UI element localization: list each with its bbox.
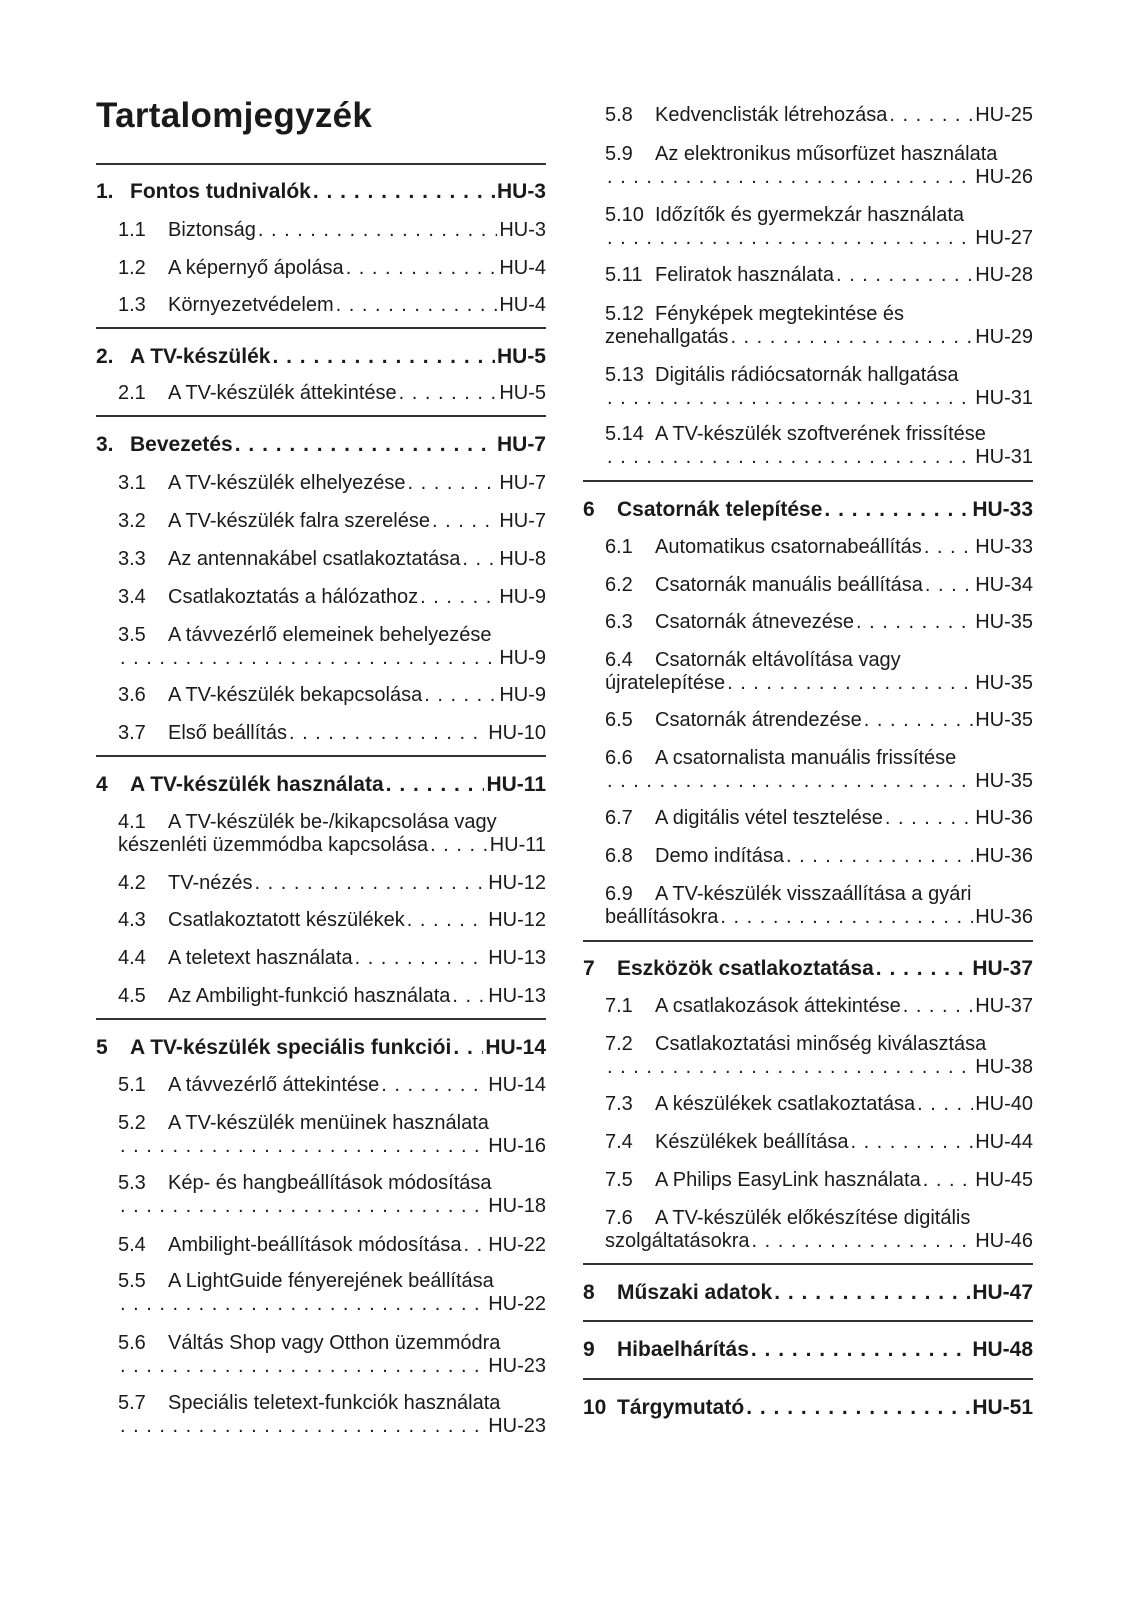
section-divider <box>583 1263 1033 1265</box>
dot-leader <box>824 498 970 521</box>
entry-number: 7.5 <box>605 1169 633 1191</box>
toc-section-entry[interactable] <box>583 423 1033 469</box>
page-reference: HU-31 <box>975 387 1033 409</box>
page-reference: HU-11 <box>486 773 546 796</box>
dot-leader <box>462 548 497 571</box>
page-reference: HU-38 <box>975 1056 1033 1078</box>
entry-title: A Philips EasyLink használata <box>655 1169 921 1191</box>
entry-number: 6.5 <box>605 709 633 731</box>
page-reference: HU-31 <box>975 446 1033 468</box>
entry-title: Fontos tudnivalók <box>130 180 311 203</box>
page-reference: HU-3 <box>496 180 546 203</box>
entry-number: 5.2 <box>118 1112 146 1134</box>
section-divider <box>583 940 1033 942</box>
entry-title: Kedvenclisták létrehozása <box>655 104 888 126</box>
section-divider <box>96 327 546 329</box>
dot-leader <box>452 985 486 1008</box>
entry-number: 5.14 <box>605 423 644 445</box>
dot-leader <box>752 1230 974 1253</box>
page-reference: HU-33 <box>975 536 1033 558</box>
dot-leader <box>856 611 973 634</box>
entry-title: Tárgymutató <box>617 1396 745 1419</box>
toc-section-entry[interactable] <box>96 586 546 609</box>
entry-number: 4.5 <box>118 985 146 1007</box>
entry-title: TV-nézés <box>168 872 253 894</box>
entry-number: 6.7 <box>605 807 633 829</box>
page-reference: HU-23 <box>488 1415 546 1437</box>
section-divider <box>583 1378 1033 1380</box>
page-reference: HU-9 <box>499 684 546 706</box>
entry-number: 9 <box>583 1338 595 1361</box>
section-divider <box>96 1018 546 1020</box>
toc-section-entry[interactable] <box>96 811 546 857</box>
entry-number: 5 <box>96 1036 108 1059</box>
entry-title: Váltás Shop vagy Otthon üzemmódra <box>168 1332 501 1354</box>
entry-title: Csatornák átrendezése <box>655 709 862 731</box>
section-divider <box>583 1320 1033 1322</box>
toc-section-entry[interactable] <box>96 1172 546 1218</box>
dot-leader <box>235 433 495 456</box>
page-reference: HU-12 <box>488 872 546 894</box>
entry-title: Eszközök csatlakoztatása <box>617 957 874 980</box>
toc-section-entry[interactable] <box>96 1234 546 1257</box>
dot-leader <box>408 472 498 495</box>
entry-title: A csatlakozások áttekintése <box>655 995 901 1017</box>
page-reference: HU-22 <box>488 1234 546 1256</box>
dot-leader <box>381 1074 486 1097</box>
dot-leader <box>876 957 971 980</box>
toc-chapter-entry[interactable] <box>96 180 546 203</box>
page-reference: HU-22 <box>488 1293 546 1315</box>
dot-leader <box>420 586 497 609</box>
entry-number: 3.3 <box>118 548 146 570</box>
page-reference: HU-14 <box>488 1074 546 1096</box>
entry-title: Az Ambilight-funkció használata <box>168 985 451 1007</box>
entry-title-continued: készenléti üzemmódba kapcsolása <box>118 834 429 856</box>
entry-number: 4.3 <box>118 909 146 931</box>
entry-title: A LightGuide fényerejének beállítása <box>168 1270 494 1292</box>
toc-section-entry[interactable] <box>583 1131 1033 1154</box>
section-divider <box>96 755 546 757</box>
entry-number: 2.1 <box>118 382 146 404</box>
toc-section-entry[interactable] <box>583 807 1033 830</box>
title-divider <box>96 163 546 165</box>
dot-leader <box>751 1338 970 1361</box>
dot-leader <box>836 264 973 287</box>
toc-section-entry[interactable] <box>583 264 1033 287</box>
page-reference: HU-4 <box>499 294 546 316</box>
page-reference: HU-3 <box>499 219 546 241</box>
entry-title: Csatornák telepítése <box>617 498 823 521</box>
dot-leader <box>720 906 973 929</box>
page-reference: HU-23 <box>488 1355 546 1377</box>
section-divider <box>96 415 546 417</box>
entry-number: 3. <box>96 433 114 456</box>
entry-title: A távvezérlő elemeinek behelyezése <box>168 624 492 646</box>
page-reference: HU-4 <box>499 257 546 279</box>
toc-section-entry[interactable] <box>583 1169 1033 1192</box>
page-reference: HU-10 <box>488 722 546 744</box>
dot-leader <box>120 1415 486 1438</box>
toc-section-entry[interactable] <box>583 1207 1033 1253</box>
dot-leader <box>289 722 486 745</box>
entry-number: 2. <box>96 345 114 368</box>
entry-number: 4.1 <box>118 811 146 833</box>
toc-section-entry[interactable] <box>96 1392 546 1438</box>
section-divider <box>583 480 1033 482</box>
dot-leader <box>924 536 973 559</box>
toc-chapter-entry[interactable] <box>96 345 546 368</box>
entry-title: A TV-készülék menüinek használata <box>168 1112 489 1134</box>
dot-leader <box>407 909 486 932</box>
entry-number: 7.4 <box>605 1131 633 1153</box>
toc-chapter-entry[interactable] <box>583 498 1033 521</box>
dot-leader <box>889 104 973 127</box>
toc-section-entry[interactable] <box>583 364 1033 410</box>
toc-section-entry[interactable] <box>96 1112 546 1158</box>
dot-leader <box>424 684 497 707</box>
page-reference: HU-13 <box>488 947 546 969</box>
entry-number: 10 <box>583 1396 607 1419</box>
entry-number: 3.2 <box>118 510 146 532</box>
dot-leader <box>432 510 497 533</box>
entry-number: 5.5 <box>118 1270 146 1292</box>
entry-number: 6 <box>583 498 595 521</box>
dot-leader <box>923 1169 973 1192</box>
dot-leader <box>258 219 497 242</box>
entry-number: 7.6 <box>605 1207 633 1229</box>
entry-number: 5.12 <box>605 303 644 325</box>
dot-leader <box>120 1355 486 1378</box>
entry-title: Biztonság <box>168 219 256 241</box>
entry-number: 7.3 <box>605 1093 633 1115</box>
dot-leader <box>885 807 973 830</box>
dot-leader <box>864 709 973 732</box>
entry-title: A TV-készülék visszaállítása a gyári <box>655 883 972 905</box>
entry-title-continued: újratelepítése <box>605 672 726 694</box>
dot-leader <box>336 294 498 317</box>
entry-title: A TV-készülék elhelyezése <box>168 472 406 494</box>
toc-section-entry[interactable] <box>96 510 546 533</box>
entry-number: 5.1 <box>118 1074 146 1096</box>
page-reference: HU-37 <box>972 957 1033 980</box>
toc-section-entry[interactable] <box>583 995 1033 1018</box>
entry-title: Csatlakoztatás a hálózathoz <box>168 586 419 608</box>
toc-section-entry[interactable] <box>96 219 546 242</box>
page-reference: HU-37 <box>975 995 1033 1017</box>
entry-title: A csatornalista manuális frissítése <box>655 747 957 769</box>
entry-title-continued: szolgáltatásokra <box>605 1230 750 1252</box>
entry-number: 7.2 <box>605 1033 633 1055</box>
toc-section-entry[interactable] <box>96 548 546 571</box>
entry-number: 3.7 <box>118 722 146 744</box>
entry-title: A TV-készülék <box>130 345 271 368</box>
toc-section-entry[interactable] <box>96 1074 546 1097</box>
entry-title: Bevezetés <box>130 433 233 456</box>
entry-title: Környezetvédelem <box>168 294 334 316</box>
toc-section-entry[interactable] <box>583 1033 1033 1079</box>
dot-leader <box>254 872 486 895</box>
dot-leader <box>786 845 973 868</box>
entry-number: 3.5 <box>118 624 146 646</box>
entry-title: A távvezérlő áttekintése <box>168 1074 380 1096</box>
page-reference: HU-36 <box>975 807 1033 829</box>
toc-section-entry[interactable] <box>96 382 546 405</box>
page-reference: HU-9 <box>499 586 546 608</box>
page-reference: HU-5 <box>499 382 546 404</box>
page-reference: HU-46 <box>975 1230 1033 1252</box>
dot-leader <box>346 257 498 280</box>
entry-title: Csatornák manuális beállítása <box>655 574 923 596</box>
entry-number: 5.8 <box>605 104 633 126</box>
dot-leader <box>774 1281 970 1304</box>
entry-title: A TV-készülék használata <box>130 773 384 796</box>
toc-section-entry[interactable] <box>583 709 1033 732</box>
entry-title: Csatlakoztatási minőség kiválasztása <box>655 1033 987 1055</box>
dot-leader <box>272 345 495 368</box>
dot-leader <box>903 995 974 1018</box>
entry-title: A TV-készülék speciális funkciói <box>130 1036 452 1059</box>
toc-chapter-entry[interactable] <box>96 433 546 456</box>
entry-number: 1.1 <box>118 219 146 241</box>
page-reference: HU-47 <box>972 1281 1033 1304</box>
dot-leader <box>746 1396 970 1419</box>
dot-leader <box>607 1056 973 1079</box>
page-reference: HU-18 <box>488 1195 546 1217</box>
dot-leader <box>386 773 485 796</box>
dot-leader <box>607 166 973 189</box>
toc-section-entry[interactable] <box>96 624 546 670</box>
page-reference: HU-51 <box>972 1396 1033 1419</box>
dot-leader <box>120 1195 486 1218</box>
entry-number: 3.6 <box>118 684 146 706</box>
entry-number: 5.3 <box>118 1172 146 1194</box>
page-reference: HU-35 <box>975 709 1033 731</box>
entry-title: A TV-készülék be-/kikapcsolása vagy <box>168 811 497 833</box>
entry-title: A TV-készülék előkészítése digitális <box>655 1207 971 1229</box>
toc-section-entry[interactable] <box>96 722 546 745</box>
entry-title: Első beállítás <box>168 722 287 744</box>
toc-chapter-entry[interactable] <box>583 1281 1033 1304</box>
toc-section-entry[interactable] <box>583 143 1033 189</box>
dot-leader <box>607 227 973 250</box>
dot-leader <box>313 180 495 203</box>
entry-title-continued: beállításokra <box>605 906 719 928</box>
entry-number: 6.2 <box>605 574 633 596</box>
entry-number: 6.6 <box>605 747 633 769</box>
page-reference: HU-36 <box>975 906 1033 928</box>
dot-leader <box>355 947 487 970</box>
dot-leader <box>730 326 973 349</box>
toc-section-entry[interactable] <box>96 684 546 707</box>
dot-leader <box>453 1036 483 1059</box>
entry-title: Kép- és hangbeállítások módosítása <box>168 1172 492 1194</box>
entry-number: 1. <box>96 180 114 203</box>
entry-title: Csatlakoztatott készülékek <box>168 909 405 931</box>
entry-number: 3.4 <box>118 586 146 608</box>
toc-section-entry[interactable] <box>96 947 546 970</box>
dot-leader <box>120 647 497 670</box>
dot-leader <box>430 834 488 857</box>
dot-leader <box>607 446 973 469</box>
page-reference: HU-8 <box>499 548 546 570</box>
toc-section-entry[interactable] <box>96 872 546 895</box>
toc-section-entry[interactable] <box>583 204 1033 250</box>
entry-title: Csatornák átnevezése <box>655 611 855 633</box>
entry-number: 5.7 <box>118 1392 146 1414</box>
toc-section-entry[interactable] <box>96 1332 546 1378</box>
toc-section-entry[interactable] <box>583 883 1033 929</box>
toc-section-entry[interactable] <box>583 303 1033 349</box>
entry-number: 1.2 <box>118 257 146 279</box>
page-reference: HU-9 <box>499 647 546 669</box>
page-reference: HU-16 <box>488 1135 546 1157</box>
page-reference: HU-28 <box>975 264 1033 286</box>
toc-section-entry[interactable] <box>96 909 546 932</box>
page-reference: HU-13 <box>488 985 546 1007</box>
page-reference: HU-25 <box>975 104 1033 126</box>
toc-section-entry[interactable] <box>96 294 546 317</box>
entry-number: 5.11 <box>605 264 643 286</box>
entry-number: 6.1 <box>605 536 633 558</box>
entry-title: Az elektronikus műsorfüzet használata <box>655 143 998 165</box>
dot-leader <box>607 387 973 410</box>
entry-number: 7 <box>583 957 595 980</box>
page-reference: HU-26 <box>975 166 1033 188</box>
entry-title: Feliratok használata <box>655 264 834 286</box>
entry-number: 6.9 <box>605 883 633 905</box>
toc-section-entry[interactable] <box>96 257 546 280</box>
toc-section-entry[interactable] <box>583 747 1033 793</box>
toc-section-entry[interactable] <box>583 845 1033 868</box>
page-reference: HU-35 <box>975 770 1033 792</box>
entry-number: 1.3 <box>118 294 146 316</box>
entry-title: A képernyő ápolása <box>168 257 344 279</box>
entry-title: Demo indítása <box>655 845 784 867</box>
entry-number: 6.8 <box>605 845 633 867</box>
page-reference: HU-29 <box>975 326 1033 348</box>
entry-number: 6.3 <box>605 611 633 633</box>
dot-leader <box>607 770 973 793</box>
entry-title: A TV-készülék szoftverének frissítése <box>655 423 986 445</box>
toc-section-entry[interactable] <box>96 1270 546 1316</box>
entry-number: 5.10 <box>605 204 644 226</box>
entry-title: Fényképek megtekintése és <box>655 303 905 325</box>
entry-title: A teletext használata <box>168 947 353 969</box>
entry-number: 5.9 <box>605 143 633 165</box>
entry-title: A TV-készülék falra szerelése <box>168 510 430 532</box>
entry-number: 6.4 <box>605 649 633 671</box>
entry-number: 4 <box>96 773 108 796</box>
toc-section-entry[interactable] <box>583 1093 1033 1116</box>
page-reference: HU-40 <box>975 1093 1033 1115</box>
entry-title: Csatornák eltávolítása vagy <box>655 649 901 671</box>
page-reference: HU-48 <box>972 1338 1033 1361</box>
page-reference: HU-35 <box>975 611 1033 633</box>
toc-chapter-entry[interactable] <box>583 1396 1033 1419</box>
page-reference: HU-14 <box>485 1036 546 1059</box>
entry-title: Speciális teletext-funkciók használata <box>168 1392 501 1414</box>
toc-chapter-entry[interactable] <box>96 1036 546 1059</box>
dot-leader <box>120 1135 486 1158</box>
entry-number: 7.1 <box>605 995 633 1017</box>
page-reference: HU-44 <box>975 1131 1033 1153</box>
entry-title: Ambilight-beállítások módosítása <box>168 1234 462 1256</box>
dot-leader <box>399 382 498 405</box>
toc-section-entry[interactable] <box>583 611 1033 634</box>
entry-number: 3.1 <box>118 472 146 494</box>
entry-title: Automatikus csatornabeállítás <box>655 536 922 558</box>
toc-section-entry[interactable] <box>96 472 546 495</box>
toc-section-entry[interactable] <box>96 985 546 1008</box>
toc-chapter-entry[interactable] <box>583 1338 1033 1361</box>
page-reference: HU-12 <box>488 909 546 931</box>
entry-number: 5.6 <box>118 1332 146 1354</box>
dot-leader <box>727 672 973 695</box>
toc-chapter-entry[interactable] <box>96 773 546 796</box>
entry-title: A TV-készülék áttekintése <box>168 382 397 404</box>
page-reference: HU-7 <box>499 510 546 532</box>
page-reference: HU-36 <box>975 845 1033 867</box>
entry-number: 5.4 <box>118 1234 146 1256</box>
toc-section-entry[interactable] <box>583 104 1033 127</box>
toc-section-entry[interactable] <box>583 574 1033 597</box>
page-reference: HU-27 <box>975 227 1033 249</box>
toc-chapter-entry[interactable] <box>583 957 1033 980</box>
entry-title: Az antennakábel csatlakoztatása <box>168 548 461 570</box>
dot-leader <box>850 1131 973 1154</box>
page-reference: HU-35 <box>975 672 1033 694</box>
entry-number: 8 <box>583 1281 595 1304</box>
dot-leader <box>917 1093 973 1116</box>
page-reference: HU-34 <box>975 574 1033 596</box>
page-reference: HU-7 <box>499 472 546 494</box>
page-reference: HU-33 <box>972 498 1033 521</box>
toc-section-entry[interactable] <box>583 649 1033 695</box>
entry-title: Műszaki adatok <box>617 1281 773 1304</box>
page-reference: HU-45 <box>975 1169 1033 1191</box>
entry-title: A digitális vétel tesztelése <box>655 807 883 829</box>
toc-section-entry[interactable] <box>583 536 1033 559</box>
entry-title: Digitális rádiócsatornák hallgatása <box>655 364 959 386</box>
entry-title: A TV-készülék bekapcsolása <box>168 684 423 706</box>
entry-number: 5.13 <box>605 364 644 386</box>
page-reference: HU-11 <box>489 834 546 856</box>
entry-title: Hibaelhárítás <box>617 1338 749 1361</box>
page-title: Tartalomjegyzék <box>96 96 373 135</box>
page-reference: HU-5 <box>496 345 546 368</box>
entry-title: Készülékek beállítása <box>655 1131 849 1153</box>
entry-title: Időzítők és gyermekzár használata <box>655 204 965 226</box>
entry-title-continued: zenehallgatás <box>605 326 729 348</box>
dot-leader <box>925 574 973 597</box>
dot-leader <box>120 1293 486 1316</box>
entry-number: 4.2 <box>118 872 146 894</box>
entry-title: A készülékek csatlakoztatása <box>655 1093 916 1115</box>
entry-number: 4.4 <box>118 947 146 969</box>
dot-leader <box>463 1234 486 1257</box>
page-reference: HU-7 <box>496 433 546 456</box>
